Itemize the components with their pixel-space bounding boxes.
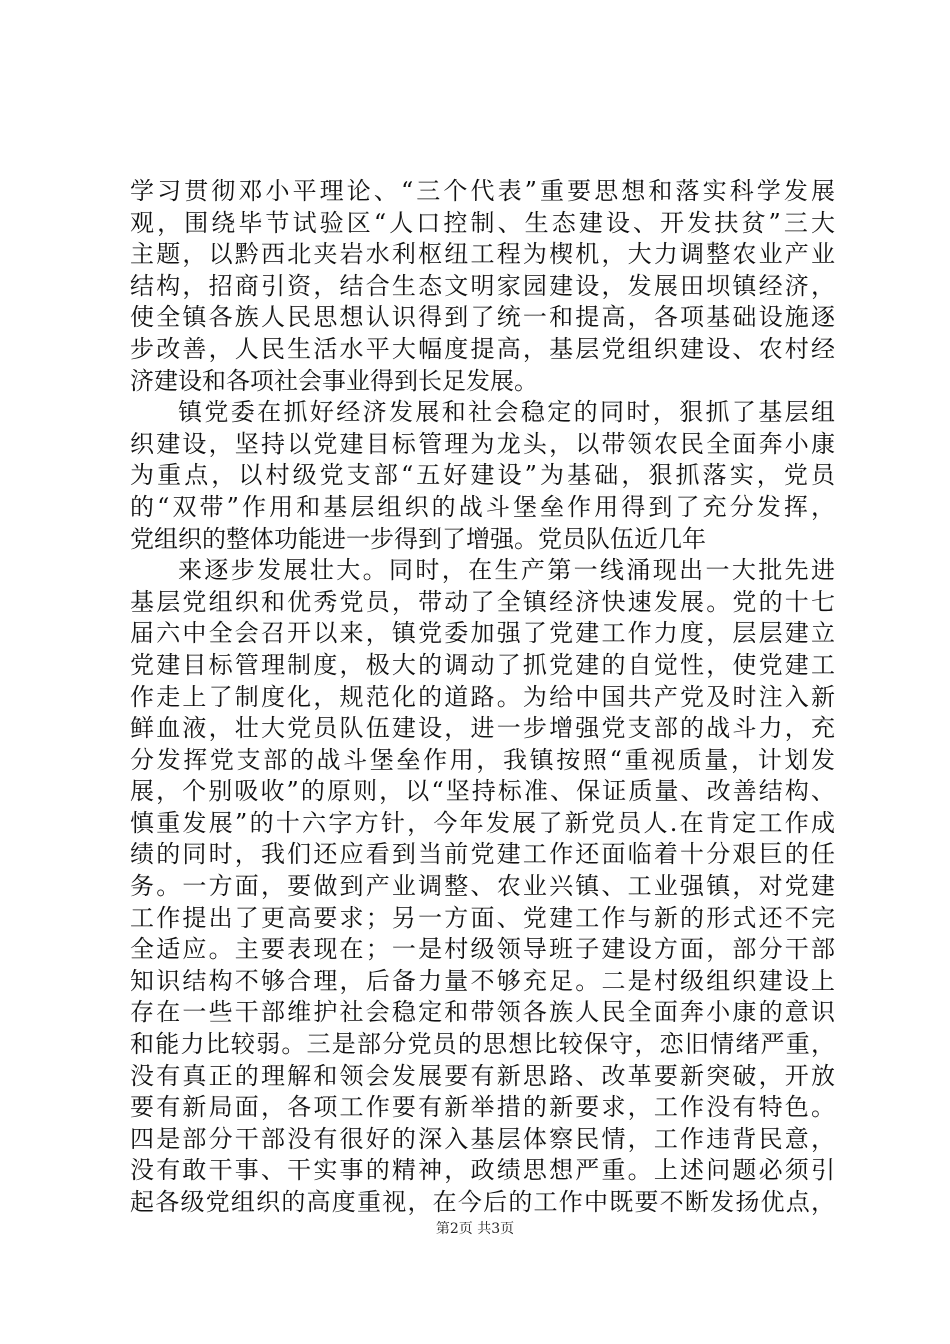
text-line: 步改善，人民生活水平大幅度提高，基层党组织建设、农村经 xyxy=(130,334,835,363)
text-line: 绩的同时，我们还应看到当前党建工作还面临着十分艰巨的任 xyxy=(130,840,835,869)
text-line: 织建设，坚持以党建目标管理为龙头，以带领农民全面奔小康 xyxy=(130,429,835,458)
text-line: 存在一些干部维护社会稳定和带领各族人民全面奔小康的意识 xyxy=(130,998,835,1027)
text-line: 作走上了制度化，规范化的道路。为给中国共产党及时注入新 xyxy=(130,682,835,711)
text-line: 鲜血液，壮大党员队伍建设，进一步增强党支部的战斗力，充 xyxy=(130,714,835,743)
document-body xyxy=(130,176,835,1219)
text-line: 使全镇各族人民思想认识得到了统一和提高，各项基础设施逐 xyxy=(130,303,835,332)
text-line: 党建目标管理制度，极大的调动了抓党建的自觉性，使党建工 xyxy=(130,650,835,679)
text-line: 起各级党组织的高度重视，在今后的工作中既要不断发扬优点， xyxy=(130,1188,835,1216)
text-line: 来逐步发展壮大。同时，在生产第一线涌现出一大批先进 xyxy=(178,556,835,585)
text-line: 党组织的整体功能进一步得到了增强。党员队伍近几年 xyxy=(130,524,706,553)
text-line: 届六中全会召开以来，镇党委加强了党建工作力度，层层建立 xyxy=(130,619,835,648)
text-line: 的“双带”作用和基层组织的战斗堡垒作用得到了充分发挥， xyxy=(130,492,835,521)
text-line: 为重点，以村级党支部“五好建设”为基础，狠抓落实，党员 xyxy=(130,461,835,490)
text-line: 展，个别吸收”的原则，以“坚持标准、保证质量、改善结构、 xyxy=(130,777,835,806)
text-line: 四是部分干部没有很好的深入基层体察民情，工作违背民意， xyxy=(130,1124,835,1153)
page-number: 第2页 共3页 xyxy=(435,1221,515,1237)
text-line: 全适应。主要表现在；一是村级领导班子建设方面，部分干部 xyxy=(130,935,835,964)
text-line: 主题，以黔西北夹岩水利枢纽工程为楔机，大力调整农业产业 xyxy=(130,240,835,269)
text-line: 基层党组织和优秀党员，带动了全镇经济快速发展。党的十七 xyxy=(130,587,835,616)
text-line: 学习贯彻邓小平理论、“三个代表”重要思想和落实科学发展 xyxy=(130,177,835,205)
text-line: 要有新局面，各项工作要有新举措的新要求，工作没有特色。 xyxy=(130,1093,835,1122)
text-line: 镇党委在抓好经济发展和社会稳定的同时，狠抓了基层组 xyxy=(178,398,835,427)
text-line: 务。一方面，要做到产业调整、农业兴镇、工业强镇，对党建 xyxy=(130,872,835,901)
text-line: 没有真正的理解和领会发展要有新思路、改革要新突破，开放 xyxy=(130,1061,835,1090)
text-line: 和能力比较弱。三是部分党员的思想比较保守，恋旧情绪严重， xyxy=(130,1030,835,1059)
text-line: 没有敢干事、干实事的精神，政绩思想严重。上述问题必须引 xyxy=(130,1156,835,1185)
text-line: 结构，招商引资，结合生态文明家园建设，发展田坝镇经济， xyxy=(130,271,835,300)
text-line: 分发挥党支部的战斗堡垒作用，我镇按照“重视质量，计划发 xyxy=(130,745,835,774)
text-line: 知识结构不够合理，后备力量不够充足。二是村级组织建设上 xyxy=(130,966,835,995)
text-line: 慎重发展”的十六字方针，今年发展了新党员人.在肯定工作成 xyxy=(130,808,835,837)
text-line: 济建设和各项社会事业得到长足发展。 xyxy=(130,366,538,395)
text-line: 工作提出了更高要求；另一方面、党建工作与新的形式还不完 xyxy=(130,903,835,932)
text-line: 观，围绕毕节试验区“人口控制、生态建设、开发扶贫”三大 xyxy=(130,208,835,237)
